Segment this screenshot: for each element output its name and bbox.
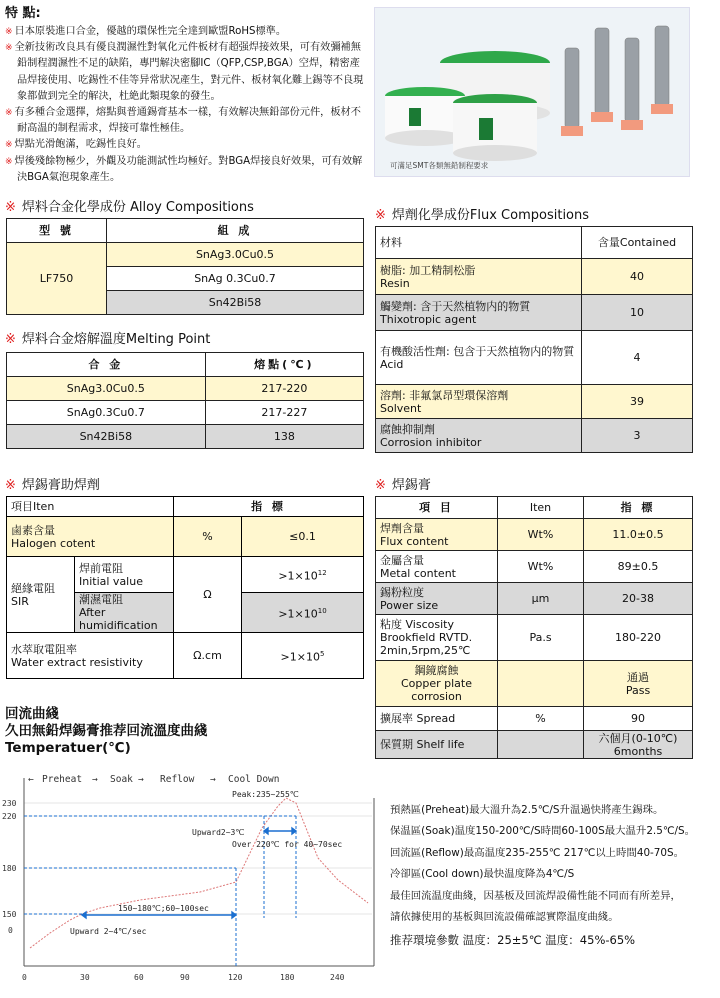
reflow-titles (5, 706, 208, 757)
unit-cell: % (498, 707, 584, 731)
y-tick-label: 0 (8, 926, 13, 935)
phase-label: Soak (110, 774, 133, 785)
melting-cell: 217-220 (205, 377, 363, 401)
melting-cell: 138 (205, 425, 363, 449)
item-en: Shelf life (416, 738, 465, 751)
col-header: 指 標 (174, 497, 364, 517)
unit-cell: Ω.cm (174, 633, 242, 679)
item-en: Spread (416, 712, 456, 725)
unit-cell (498, 731, 584, 759)
item-zh: 焊前電阻 (79, 561, 123, 575)
material-zh: 溶劑: 非氟氯昂型環保溶劑 (380, 388, 509, 402)
y-tick-label: 220 (2, 812, 17, 821)
note-line: 冷卻區(Cool down)最快温度降為4℃/S (390, 868, 575, 881)
aid-table (6, 496, 364, 679)
reference-mark-icon: ※ (5, 200, 16, 215)
flux-table (375, 226, 693, 453)
ramp-annotation: Upward2~3℃ (192, 828, 245, 837)
content-cell: 39 (582, 385, 693, 419)
value-cell: ≤0.1 (242, 517, 364, 557)
exponent: 12 (317, 568, 327, 577)
melting-title-row (5, 328, 210, 347)
content-cell: 3 (582, 419, 693, 453)
item-en: Halogen cotent (11, 536, 96, 550)
item-zh: 保質期 (380, 738, 413, 751)
material-en: Solvent (380, 401, 422, 415)
col-header: Iten (498, 497, 584, 519)
value-cell: 20-38 (584, 583, 693, 615)
value-cell: Pass (625, 683, 651, 697)
unit-cell: Ω (174, 557, 242, 633)
unit-cell: % (174, 517, 242, 557)
material-zh: 樹脂: 加工精制松脂 (380, 263, 476, 277)
aid-title: 焊錫膏助焊劑 (21, 478, 100, 493)
photo-caption: 可滿足SMT各類無鉛制程要求 (390, 161, 489, 170)
x-tick-label: 240 (330, 973, 345, 982)
value-cell: >1×10 (278, 569, 318, 583)
value-cell: 180-220 (584, 615, 693, 661)
material-en: Corrosion inhibitor (380, 435, 482, 449)
svg-text:→: → (210, 774, 216, 785)
melting-cell: 217-227 (205, 401, 363, 425)
item-en: Water extract resistivity (11, 655, 143, 669)
temperature-label: Temperatuer(℃) (5, 740, 131, 756)
reflow-subtitle: 久田無鉛焊錫膏推荐回流溫度曲綫 (5, 723, 208, 739)
aid-title-row (5, 474, 100, 493)
feature-item: ※ 全新技術改良具有優良潤濕性對氧化元件板材有超强焊接效果，可有效彌補無鉛制程潤濕性不足的缺陷，專門解決密腳IC（QFP,CSP,BGA）空焊，精密產品焊接使用、吃錫性不佳等异常狀况產生，對元件、板材氧化難上錫等不良現象都做到完全的解決，杜絶此類現象的發生。 (5, 40, 367, 105)
value-cell: 11.0±0.5 (584, 519, 693, 551)
phase-label: Reflow (160, 774, 195, 785)
features-title: 特 點: (5, 6, 41, 21)
content-cell: 10 (582, 295, 693, 331)
alloy-title: 焊料合金化學成份 Alloy Compositions (21, 200, 254, 215)
item-zh: 鋼鏡腐蝕 (414, 664, 459, 677)
col-header: 項 目 (376, 497, 498, 519)
reflow-curve (30, 798, 368, 948)
item-zh: 錫粉粒度 (380, 585, 424, 599)
preheat-annotation: Upward 2~4℃/sec (70, 927, 147, 936)
features-section (5, 2, 367, 186)
melting-title: 焊料合金熔解溫度Melting Point (21, 332, 211, 347)
item-en: Flux content (380, 534, 449, 548)
feature-item: ※ 焊後殘餘物極少，外觀及功能測試性均極好。對BGA焊接良好效果，可有效解決BGA氣泡現象產生。 (5, 154, 367, 186)
exponent: 5 (319, 649, 325, 658)
item-en: Brookfield RVTD. 2min,5rpm,25℃ (380, 631, 473, 657)
flux-title-row (375, 204, 589, 223)
item-zh: 絕緣電阻 (11, 581, 55, 595)
phase-label: Cool Down (228, 774, 280, 785)
item-zh: 水萃取電阻率 (11, 642, 77, 656)
svg-text:→: → (138, 774, 144, 785)
flux-title: 焊劑化學成份Flux Compositions (391, 208, 590, 223)
item-en: Power size (380, 598, 439, 612)
alloy-cell: SnAg0.3Cu0.7 (7, 401, 206, 425)
material-en: Acid (380, 357, 404, 371)
value-cell: >1×10 (280, 650, 320, 664)
material-zh: 觸變劑: 含于天然植物内的物質 (380, 299, 531, 313)
svg-text:←: ← (28, 774, 34, 785)
value-cell: >1×10 (278, 607, 318, 621)
note-line: 保温區(Soak)温度150-200℃/S時間60-100S最大温升2.5℃/S。 (390, 825, 696, 838)
col-header: 項目Iten (7, 497, 174, 517)
feature-item: ※ 有多種合金選擇，熔點與普通錫膏基本一樣，有效解决無鉛部份元件，板材不耐高温的制程需求，焊接可靠性極佳。 (5, 105, 367, 137)
x-tick-label: 60 (134, 973, 144, 982)
value-cell: 90 (584, 707, 693, 731)
y-tick-label: 150 (2, 910, 17, 919)
value-cell: 六個月(0-10℃) (598, 731, 678, 745)
alloy-table (6, 218, 364, 315)
alloy-cell: Sn42Bi58 (7, 425, 206, 449)
unit-cell (498, 661, 584, 707)
reflow-chart (0, 768, 380, 992)
reflow-title: 回流曲綫 (5, 706, 59, 722)
item-zh: 焊劑含量 (380, 521, 424, 535)
reference-mark-icon: ※ (375, 478, 386, 493)
value-cell: 通過 (627, 670, 649, 684)
col-header: 含量Contained (582, 227, 693, 259)
note-line: 最佳回流温度曲綫，因基板及回流焊設備性能不同而有所差异， (390, 889, 681, 902)
col-header: 熔點(℃) (205, 353, 363, 377)
unit-cell: Wt% (498, 551, 584, 583)
feature-item: ※ 日本原裝進口合金，優越的環保性完全達到歐盟RoHS標準。 (5, 24, 367, 40)
product-photo (374, 7, 690, 177)
peak-annotation: Peak:235~255℃ (232, 790, 299, 799)
composition-cell: SnAg 0.3Cu0.7 (107, 267, 364, 291)
note-line: 回流區(Reflow)最高温度235-255℃ 217℃以上時間40-70S。 (390, 846, 685, 859)
melting-table (6, 352, 364, 449)
item-en: Copper plate corrosion (400, 677, 473, 703)
content-cell: 4 (582, 331, 693, 385)
unit-cell: Pa.s (498, 615, 584, 661)
x-tick-label: 120 (228, 973, 243, 982)
item-en: Initial value (79, 574, 143, 588)
y-tick-label: 230 (2, 799, 17, 808)
reference-mark-icon: ※ (5, 332, 16, 347)
value-cell: 6months (613, 744, 663, 758)
x-tick-label: 180 (280, 973, 295, 982)
alloy-title-row (5, 196, 254, 215)
item-zh: 金屬含量 (380, 553, 424, 567)
material-en: Thixotropic agent (380, 312, 477, 326)
paste-title-row (375, 474, 431, 493)
reflow-notes (390, 800, 695, 928)
model-cell: LF750 (7, 243, 107, 315)
paste-table (375, 496, 693, 759)
material-zh: 有機酸活性劑: 包含于天然植物内的物質 (380, 344, 575, 358)
unit-cell: Wt% (498, 519, 584, 551)
y-tick-label: 180 (2, 864, 17, 873)
reference-mark-icon: ※ (5, 478, 16, 493)
col-header: 指 標 (584, 497, 693, 519)
item-zh: 擴展率 (380, 712, 413, 725)
composition-cell: Sn42Bi58 (107, 291, 364, 315)
feature-item: ※ 焊點光滑飽滿，吃錫性良好。 (5, 137, 367, 153)
item-en: Metal content (380, 566, 456, 580)
exponent: 10 (317, 606, 327, 615)
item-en: After (79, 606, 106, 619)
composition-cell: SnAg3.0Cu0.5 (107, 243, 364, 267)
value-cell: 89±0.5 (584, 551, 693, 583)
x-tick-label: 30 (80, 973, 90, 982)
item-en: SIR (11, 594, 29, 608)
environment-params: 推荐環境參數 温度：25±5℃ 温度：45%-65% (390, 933, 636, 947)
soak-annotation: 150~180℃;60~100sec (118, 904, 209, 913)
unit-cell: μm (498, 583, 584, 615)
paste-title: 焊錫膏 (391, 478, 431, 493)
svg-text:→: → (92, 774, 98, 785)
x-tick-label: 90 (180, 973, 190, 982)
phase-labels (28, 774, 279, 785)
col-header: 組 成 (107, 219, 364, 243)
note-line: 請依據使用的基板與回流設備確認實際温度曲綫。 (390, 911, 619, 924)
content-cell: 40 (582, 259, 693, 295)
alloy-cell: SnAg3.0Cu0.5 (7, 377, 206, 401)
col-header: 材料 (376, 227, 582, 259)
phase-label: Preheat (42, 774, 83, 785)
reflow-annotation: Over 220℃ for 40~70sec (232, 840, 343, 849)
item-zh: 粘度 Viscosity (380, 618, 454, 631)
col-header: 合 金 (7, 353, 206, 377)
note-line: 預熱區(Preheat)最大溫升為2.5℃/S升温過快將產生錫珠。 (390, 804, 664, 816)
item-zh: 潮濕電阻 (79, 593, 123, 606)
solder-jars-and-syringes-image (375, 8, 691, 178)
material-zh: 腐蝕抑制劑 (380, 422, 435, 436)
col-header: 型 號 (7, 219, 107, 243)
features-list (5, 24, 367, 186)
x-tick-label: 0 (22, 973, 27, 982)
material-en: Resin (380, 276, 410, 290)
item-en: humidification (79, 619, 158, 632)
item-zh: 鹵素含量 (11, 523, 55, 537)
reference-mark-icon: ※ (375, 208, 386, 223)
